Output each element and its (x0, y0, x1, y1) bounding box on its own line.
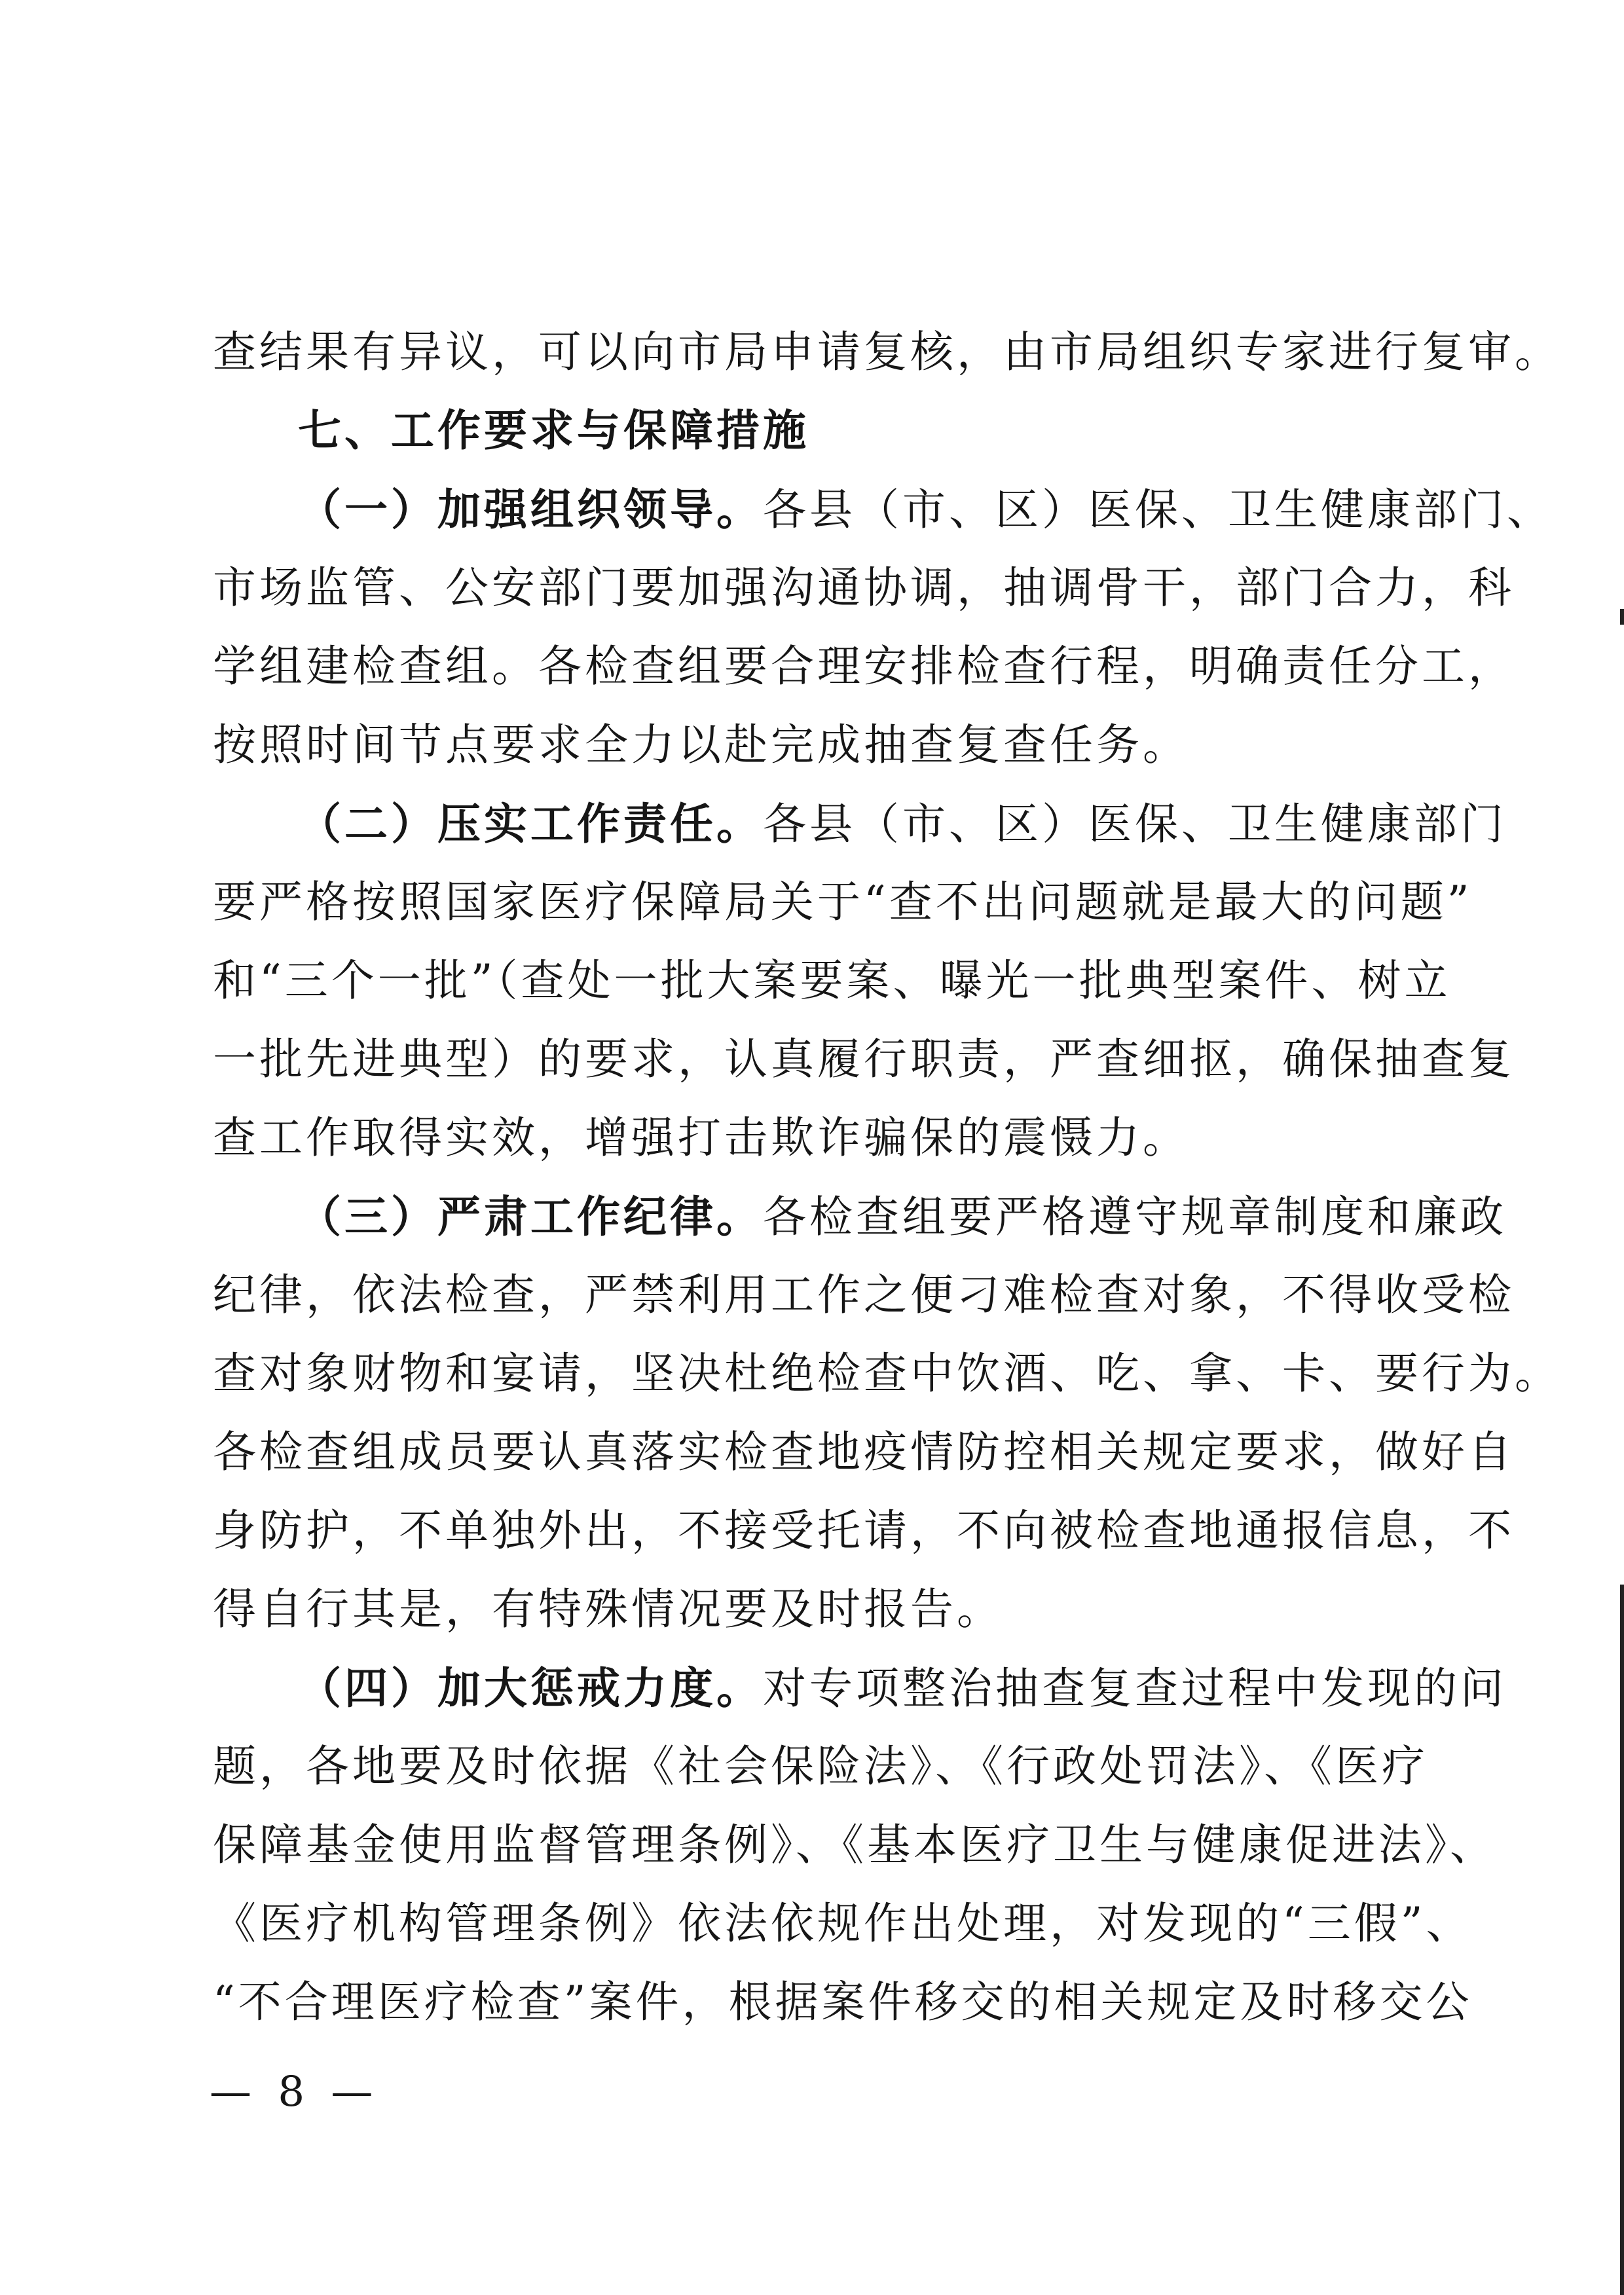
body-line: 得自行其是，有特殊情况要及时报告。 (213, 1584, 1003, 1634)
paragraph-lead: （三）严肃工作纪律。 (298, 1191, 763, 1242)
body-line: 《医疗机构管理条例》依法依规作出处理，对发现的“三假”、 (213, 1898, 1473, 1949)
body-line: 按照时间节点要求全力以赴完成抽查复查任务。 (213, 720, 1189, 770)
section-heading: 七、工作要求与保障措施 (298, 405, 809, 456)
body-line: 市场监管、公安部门要加强沟通协调，抽调骨干，部门合力，科 (213, 562, 1515, 613)
body-line: 一批先进典型）的要求，认真履行职责，严查细抠，确保抽查复 (213, 1034, 1515, 1084)
paragraph-first-line: （三）严肃工作纪律。各检查组要严格遵守规章制度和廉政 (298, 1191, 1507, 1242)
scan-margin-mark (1620, 609, 1624, 625)
paragraph-first-line: （四）加大惩戒力度。对专项整治抽查复查过程中发现的问 (298, 1662, 1507, 1714)
body-line: 查结果有异议，可以向市局申请复核，由市局组织专家进行复审。 (213, 327, 1561, 377)
paragraph-lead: （一）加强组织领导。 (298, 484, 763, 535)
body-line: 和“三个一批”（查处一批大案要案、曝光一批典型案件、树立 (213, 955, 1451, 1006)
paragraph-first-line: （二）压实工作责任。各县（市、区）医保、卫生健康部门 (298, 798, 1507, 849)
body-line: 查工作取得实效，增强打击欺诈骗保的震慑力。 (213, 1112, 1189, 1163)
page-number: — 8 — (210, 2068, 380, 2116)
body-line: 查对象财物和宴请，坚决杜绝检查中饮酒、吃、拿、卡、要行为。 (213, 1348, 1561, 1399)
body-line: 学组建检查组。各检查组要合理安排检查行程，明确责任分工， (213, 641, 1515, 691)
paragraph-lead: （二）压实工作责任。 (298, 798, 763, 849)
body-line: 身防护，不单独外出，不接受托请，不向被检查地通报信息，不 (213, 1505, 1515, 1556)
body-line: 纪律，依法检查，严禁利用工作之便刁难检查对象，不得收受检 (213, 1270, 1515, 1320)
body-line: 保障基金使用监督管理条例》、《基本医疗卫生与健康促进法》、 (213, 1820, 1496, 1870)
body-line: “不合理医疗检查”案件，根据案件移交的相关规定及时移交公 (213, 1977, 1473, 2027)
body-line: 要严格按照国家医疗保障局关于“查不出问题就是最大的问题” (213, 877, 1473, 927)
paragraph-first-line: （一）加强组织领导。各县（市、区）医保、卫生健康部门、 (298, 484, 1553, 535)
body-line: 题，各地要及时依据《社会保险法》、《行政处罚法》、《医疗 (213, 1741, 1428, 1791)
paragraph-lead: （四）加大惩戒力度。 (298, 1662, 763, 1714)
body-line: 各检查组成员要认真落实检查地疫情防控相关规定要求，做好自 (213, 1427, 1515, 1477)
scan-binding-edge (1620, 1585, 1624, 2295)
